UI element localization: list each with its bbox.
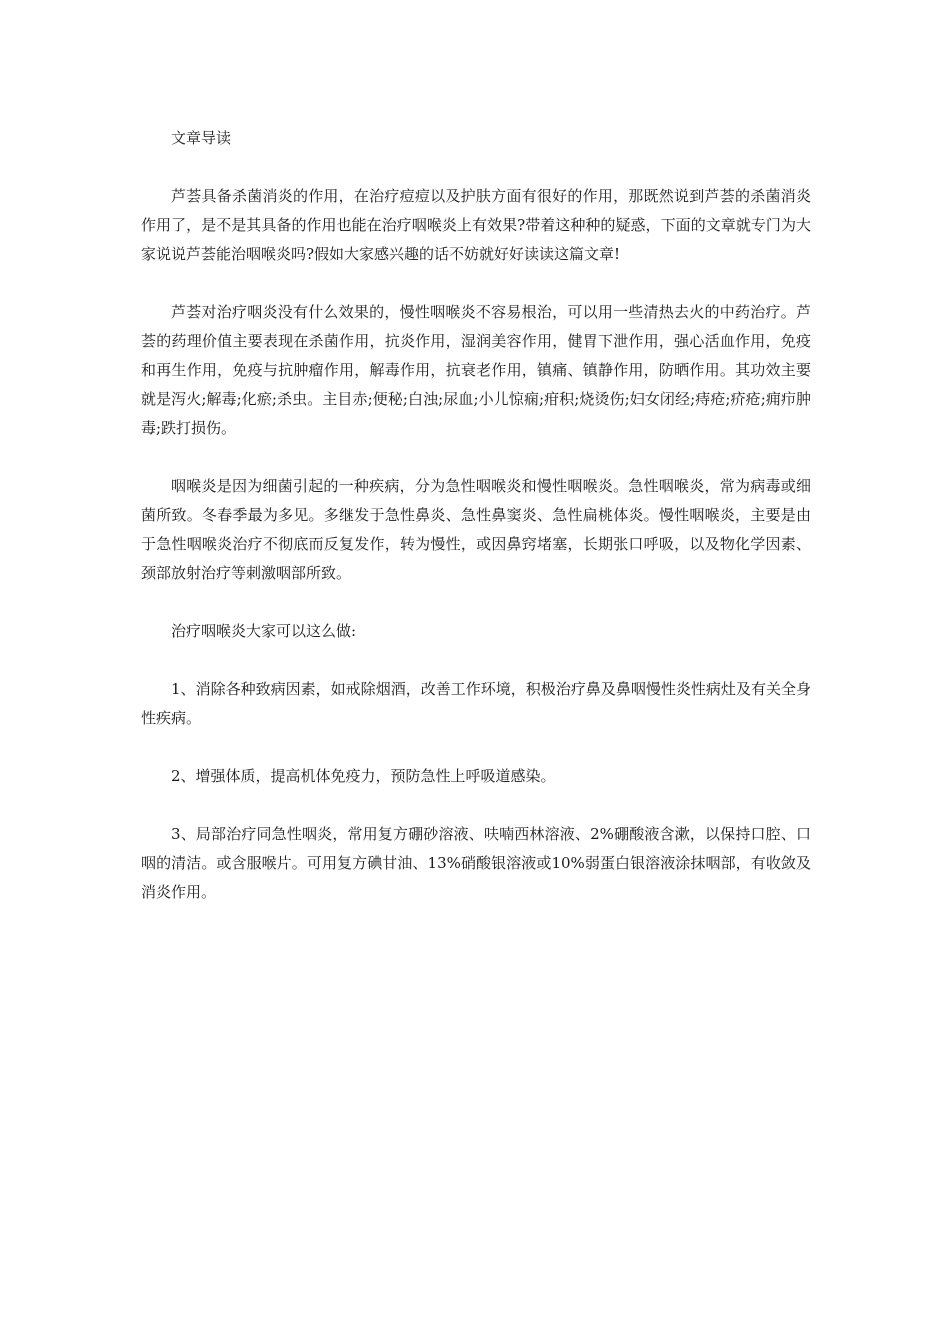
treatment-item-1: 1、消除各种致病因素，如戒除烟酒，改善工作环境，积极治疗鼻及鼻咽慢性炎性病灶及有关全身性疾病。: [141, 680, 811, 727]
paragraph-treatment-intro: 治疗咽喉炎大家可以这么做:: [171, 622, 357, 640]
paragraph-intro: 芦荟具备杀菌消炎的作用，在治疗痘痘以及护肤方面有很好的作用，那既然说到芦荟的杀菌消炎作用了，是不是其具备的作用也能在治疗咽喉炎上有效果?带着这种种的疑惑，下面的文章就专门为大家说说芦荟能治咽喉炎吗?假如大家感兴趣的话不妨就好好读读这篇文章!: [141, 187, 811, 263]
paragraph-aloe-effects: 芦荟对治疗咽炎没有什么效果的，慢性咽喉炎不容易根治，可以用一些清热去火的中药治疗。芦荟的药理价值主要表现在杀菌作用，抗炎作用，湿润美容作用，健胃下泄作用，强心活血作用，免疫和再生作用，免疫与抗肿瘤作用，解毒作用，抗衰老作用，镇痛、镇静作用，防晒作用。其功效主要就是泻火;解毒;化瘀;杀虫。主目赤;便秘;白浊;尿血;小儿惊痫;疳积;烧烫伤;妇女闭经;痔疮;疥疮;痈疖肿毒;跌打损伤。: [141, 303, 811, 437]
treatment-item-2: 2、增强体质，提高机体免疫力，预防急性上呼吸道感染。: [171, 767, 556, 785]
article-body: [141, 124, 811, 936]
paragraph-pharyngitis-causes: 咽喉炎是因为细菌引起的一种疾病，分为急性咽喉炎和慢性咽喉炎。急性咽喉炎，常为病毒或细菌所致。冬春季最为多见。多继发于急性鼻炎、急性鼻窦炎、急性扁桃体炎。慢性咽喉炎，主要是由于急性咽喉炎治疗不彻底而反复发作，转为慢性，或因鼻窍堵塞，长期张口呼吸，以及物化学因素、颈部放射治疗等刺激咽部所致。: [141, 477, 811, 582]
article-heading: 文章导读: [171, 129, 232, 147]
treatment-item-3: 3、局部治疗同急性咽炎，常用复方硼砂溶液、呋喃西林溶液、2%硼酸液含漱，以保持口腔、口咽的清洁。或含服喉片。可用复方碘甘油、13%硝酸银溶液或10%弱蛋白银溶液涂抹咽部，有收敛及消炎作用。: [141, 825, 811, 901]
